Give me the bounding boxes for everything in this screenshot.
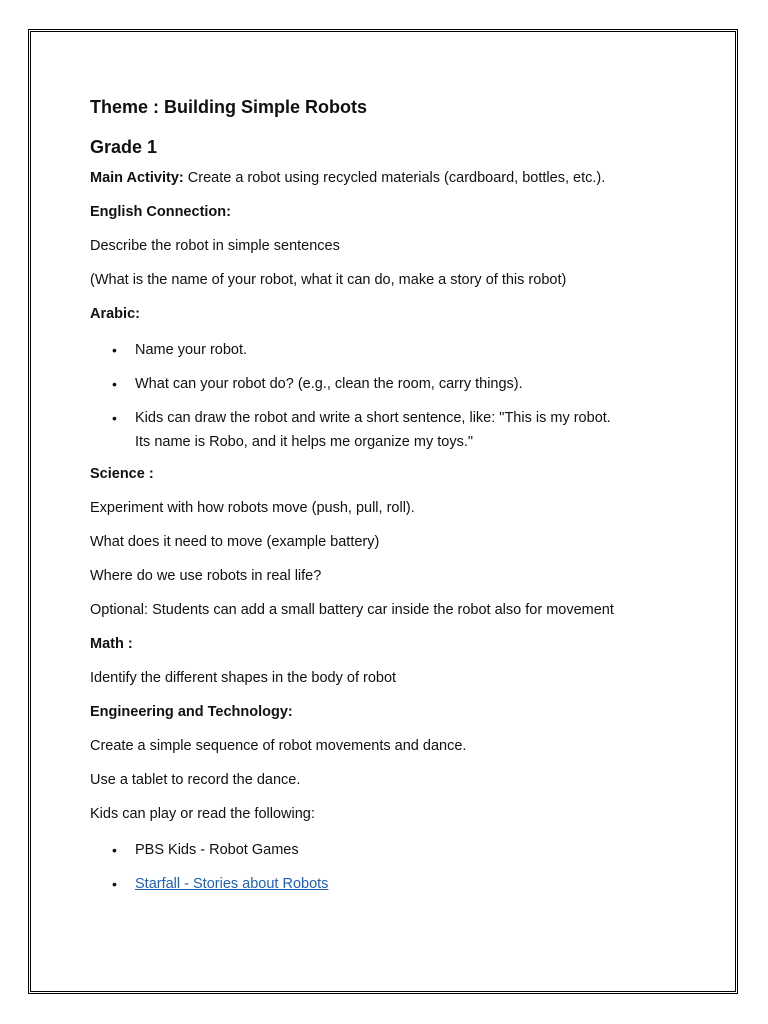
main-activity-paragraph <box>90 168 710 188</box>
science-line-3: Where do we use robots in real life? <box>90 568 322 584</box>
bullet-icon: • <box>112 410 117 426</box>
list-item <box>90 372 710 396</box>
document-title: Theme : Building Simple Robots <box>90 97 368 117</box>
resources-list <box>90 838 710 896</box>
engineering-line-1: Create a simple sequence of robot movements and dance. <box>90 738 467 754</box>
main-activity-text: Create a robot using recycled materials (cardboard, bottles, etc.). <box>183 170 606 186</box>
list-item-text-continued: Its name is Robo, and it helps me organize my toys." <box>135 434 473 450</box>
science-heading: Science : <box>90 466 154 482</box>
math-line-1: Identify the different shapes in the body of robot <box>90 670 397 686</box>
pbs-kids-resource: PBS Kids - Robot Games <box>135 842 299 858</box>
engineering-line-2: Use a tablet to record the dance. <box>90 772 301 788</box>
document-body <box>90 94 710 906</box>
list-item <box>90 872 710 896</box>
bullet-icon: • <box>112 376 117 392</box>
list-item <box>90 338 710 362</box>
bullet-icon: • <box>112 876 117 892</box>
list-item-text: What can your robot do? (e.g., clean the room, carry things). <box>135 376 523 392</box>
arabic-heading: Arabic: <box>90 306 140 322</box>
engineering-line-3: Kids can play or read the following: <box>90 806 315 822</box>
grade-heading: Grade 1 <box>90 137 158 157</box>
science-line-4: Optional: Students can add a small battery car inside the robot also for movement <box>90 602 614 618</box>
bullet-icon: • <box>112 342 117 358</box>
engineering-heading: Engineering and Technology: <box>90 704 293 720</box>
english-line-2: (What is the name of your robot, what it can do, make a story of this robot) <box>90 272 567 288</box>
english-line-1: Describe the robot in simple sentences <box>90 238 340 254</box>
main-activity-label: Main Activity: <box>90 170 184 186</box>
math-heading: Math : <box>90 636 133 652</box>
arabic-list <box>90 338 710 454</box>
bullet-icon: • <box>112 842 117 858</box>
starfall-stories-link[interactable]: Starfall - Stories about Robots <box>135 876 329 892</box>
list-item-text: Kids can draw the robot and write a short sentence, like: "This is my robot. <box>135 410 611 426</box>
list-item-text: Name your robot. <box>135 342 248 358</box>
science-line-1: Experiment with how robots move (push, pull, roll). <box>90 500 415 516</box>
english-heading: English Connection: <box>90 204 231 220</box>
list-item <box>90 838 710 862</box>
list-item <box>90 406 710 454</box>
science-line-2: What does it need to move (example battery) <box>90 534 380 550</box>
